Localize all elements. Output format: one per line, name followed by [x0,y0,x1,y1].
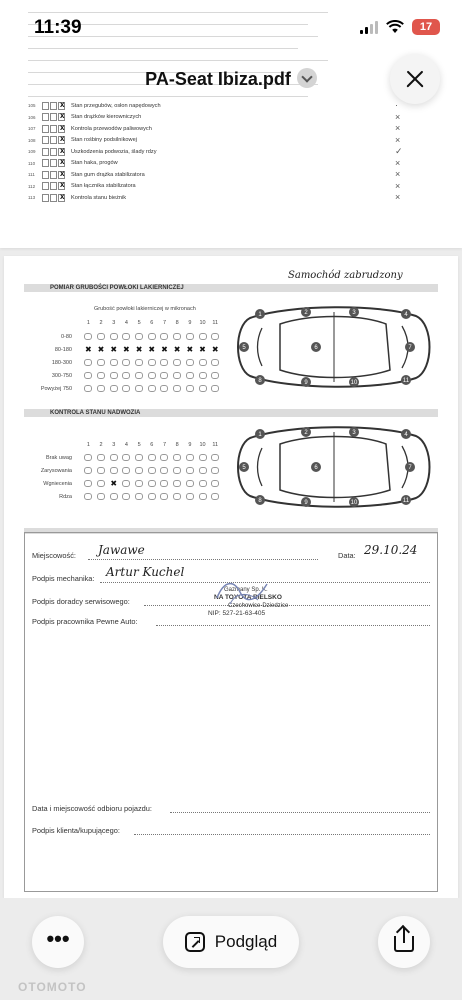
checklist-checkbox [58,171,65,179]
body-section-title: KONTROLA STANU NADWOZIA [24,409,438,417]
grid-row [82,466,222,475]
car-point-1 [255,309,265,319]
checklist-number: 112 [28,183,36,189]
empty-cell [145,453,158,462]
pickup-label: Data i miejscowość odbioru pojazdu: [32,804,152,813]
grid-row [82,345,222,354]
close-button[interactable] [390,54,440,104]
wifi-icon [386,20,404,34]
employee-label: Podpis pracownika Pewne Auto: [32,617,138,626]
grid-row-label: Rdza [59,494,72,500]
svg-text:2: 2 [304,310,308,317]
empty-cell [95,358,108,367]
svg-text:3: 3 [352,430,356,437]
column-number: 11 [212,320,219,326]
checklist-checkbox [42,113,49,121]
checklist-checkbox [42,159,49,167]
empty-cell [209,332,222,341]
svg-text:5: 5 [242,345,246,352]
grid-row-label: Wgniecenia [43,481,72,487]
empty-cell [158,466,171,475]
column-number: 5 [137,442,141,448]
empty-cell [82,492,95,501]
empty-cell [120,332,133,341]
empty-cell [95,466,108,475]
checklist-checkbox [50,148,57,156]
checklist-checkbox [50,182,57,190]
svg-text:8: 8 [258,378,262,385]
checklist-checkbox [58,159,65,167]
column-number: 7 [162,320,166,326]
car-point-10 [349,377,359,387]
svg-text:7: 7 [408,345,412,352]
empty-cell [107,332,120,341]
empty-cell [107,466,120,475]
empty-cell [171,384,184,393]
checklist-checkbox [42,148,49,156]
svg-text:9: 9 [304,500,308,507]
checklist-number: 105 [28,103,36,109]
svg-text:11: 11 [402,498,410,505]
svg-text:5: 5 [242,465,246,472]
more-options-button[interactable]: ••• [32,916,84,968]
empty-cell [196,384,209,393]
column-number: 1 [86,320,90,326]
empty-cell [158,453,171,462]
empty-cell [196,371,209,380]
checklist-label: Uszkodzenia podwozia, ślady rdzy [71,148,157,155]
empty-cell [120,453,133,462]
checklist-checkbox [42,171,49,179]
svg-text:8: 8 [258,498,262,505]
column-number: 6 [150,442,154,448]
checklist-number: 108 [28,137,36,143]
client-label: Podpis klienta/kupującego: [32,826,120,835]
empty-cell [95,371,108,380]
checklist-checkbox [50,136,57,144]
empty-cell [120,479,133,488]
marked-cell [196,345,209,354]
empty-cell [196,453,209,462]
car-point-6 [311,342,321,352]
empty-cell [120,358,133,367]
date-label: Data: [338,551,356,560]
empty-cell [133,384,146,393]
empty-cell [171,492,184,501]
svg-text:2: 2 [304,430,308,437]
grid-row-label: Zarysowania [40,468,72,474]
company-stamp [190,586,300,636]
checklist-number: 107 [28,126,36,132]
empty-cell [171,466,184,475]
document-header [0,56,462,102]
empty-cell [82,384,95,393]
empty-cell [158,492,171,501]
marked-cell [184,345,197,354]
empty-cell [196,358,209,367]
marked-cell [145,345,158,354]
car-point-5 [239,342,249,352]
client-line [134,834,430,835]
car-point-10 [349,497,359,507]
empty-cell [145,358,158,367]
column-number: 7 [162,442,166,448]
empty-cell [171,332,184,341]
svg-text:9: 9 [304,380,308,387]
checklist-row [28,181,288,193]
column-number: 10 [199,320,206,326]
car-point-8 [255,495,265,505]
empty-cell [209,384,222,393]
status-bar [0,0,462,56]
car-point-5 [239,462,249,472]
checklist-checkbox [58,182,65,190]
marked-cell [158,345,171,354]
grid-row-label: 0-80 [60,334,72,340]
watermark-logo: OTOMOTO [18,980,87,994]
svg-text:1: 1 [258,312,262,319]
empty-cell [158,371,171,380]
empty-cell [209,453,222,462]
checklist-checkbox [50,113,57,121]
checklist-row [28,135,288,147]
checklist-checkbox [50,171,57,179]
body-column-numbers [82,442,222,448]
checklist-checkbox [58,125,65,133]
car-point-3 [349,427,359,437]
empty-cell [107,371,120,380]
empty-cell [133,479,146,488]
paint-column-numbers [82,320,222,326]
empty-cell [184,453,197,462]
share-button[interactable] [378,916,430,968]
empty-cell [196,492,209,501]
chevron-down-icon [297,68,317,88]
column-number: 3 [112,320,116,326]
car-point-2 [301,307,311,317]
grid-row [82,453,222,462]
grid-row [82,492,222,501]
stamp-line-2: NA TOYOTA BIELSKO [214,594,282,601]
marked-cell [209,345,222,354]
checklist-checkbox [42,194,49,202]
preview-button[interactable] [163,916,299,968]
checklist-checkbox [58,148,65,156]
grid-row [82,384,222,393]
empty-cell [107,384,120,393]
empty-cell [145,332,158,341]
car-point-9 [301,497,311,507]
checklist-checkbox [58,136,65,144]
empty-cell [209,466,222,475]
stamp-signature-icon [212,578,272,608]
empty-cell [82,453,95,462]
checklist-marks: · × × × ✓ × × × × [395,100,403,202]
empty-cell [133,466,146,475]
column-number: 1 [86,442,90,448]
checklist-number: 106 [28,114,36,120]
column-number: 10 [199,442,206,448]
empty-cell [209,492,222,501]
marked-cell [133,345,146,354]
svg-text:6: 6 [314,465,318,472]
car-diagram-body [230,424,436,510]
date-value: 29.10.24 [364,543,418,557]
empty-cell [184,358,197,367]
marked-cell [95,345,108,354]
column-number: 2 [99,320,103,326]
checklist-number: 109 [28,149,36,155]
place-value: Jawawe [98,543,145,557]
column-number: 3 [112,442,116,448]
car-point-7 [405,462,415,472]
empty-cell [133,492,146,501]
column-number: 2 [99,442,103,448]
open-external-icon [185,932,205,952]
svg-text:1: 1 [258,432,262,439]
empty-cell [158,332,171,341]
handwritten-note: Samochód zabrudzony [288,270,403,281]
mechanic-label: Podpis mechanika: [32,574,95,583]
checklist-label: Stan gum drążka stabilizatora [71,171,145,178]
empty-cell [120,371,133,380]
place-line [88,559,318,560]
svg-text:4: 4 [404,432,408,439]
column-number: 9 [188,320,192,326]
checklist-row [28,158,288,170]
column-number: 6 [150,320,154,326]
checklist-row [28,112,288,124]
empty-cell [120,492,133,501]
car-point-11 [401,495,411,505]
empty-cell [145,492,158,501]
checklist-checkbox [42,125,49,133]
checklist-number: 113 [28,195,36,201]
car-point-2 [301,427,311,437]
column-number: 4 [124,442,128,448]
checklist-row [28,123,288,135]
empty-cell [95,479,108,488]
car-point-3 [349,307,359,317]
empty-cell [133,332,146,341]
empty-cell [171,371,184,380]
paint-section-title: POMIAR GRUBOŚCI POWŁOKI LAKIERNICZEJ [24,284,438,292]
checklist-row [28,192,288,204]
checklist-label: Kontrola stanu bieżnik [71,194,127,201]
empty-cell [209,371,222,380]
stamp-line-1: Gazmany Sp. K. [224,587,268,593]
checklist-checkbox [58,113,65,121]
empty-cell [209,358,222,367]
empty-cell [120,384,133,393]
svg-text:4: 4 [404,312,408,319]
marked-cell [107,345,120,354]
empty-cell [196,466,209,475]
empty-cell [184,492,197,501]
empty-cell [209,479,222,488]
checklist-checkbox [42,102,49,110]
checklist-number: 111 [28,172,35,178]
empty-cell [133,453,146,462]
svg-text:3: 3 [352,310,356,317]
empty-cell [95,492,108,501]
status-time: 11:39 [34,17,82,38]
checklist-checkbox [58,102,65,110]
checklist-row [28,146,288,158]
svg-text:11: 11 [402,378,410,385]
empty-cell [184,466,197,475]
battery-icon: 17 [412,19,440,35]
car-point-11 [401,375,411,385]
empty-cell [95,384,108,393]
car-point-8 [255,375,265,385]
empty-cell [196,332,209,341]
column-number: 11 [212,442,219,448]
status-icons [360,19,440,35]
bottom-toolbar [0,898,462,1000]
cellular-signal-icon [360,21,378,34]
place-label: Miejscowość: [32,551,76,560]
checklist-label: Stan przegubów, osłon napędowych [71,102,161,109]
empty-cell [82,371,95,380]
svg-text:10: 10 [350,380,358,387]
stamp-line-3: Czechowice-Dziedzice [228,603,289,609]
empty-cell [82,466,95,475]
checklist-number: 110 [28,160,36,166]
empty-cell [145,371,158,380]
marked-cell [82,345,95,354]
column-number: 8 [175,320,179,326]
grid-row-label: 300-750 [51,373,72,379]
column-number: 8 [175,442,179,448]
empty-cell [95,332,108,341]
empty-cell [120,466,133,475]
mechanic-signature: Artur Kuchel [106,565,185,579]
car-diagram-paint [230,304,436,390]
empty-cell [196,479,209,488]
empty-cell [158,479,171,488]
grid-row [82,479,222,488]
checklist [28,100,288,204]
grid-row-label: 180-300 [51,360,72,366]
checklist-label: Kontrola przewodów paliwowych [71,125,152,132]
grid-row-label: Brak uwag [46,455,72,461]
empty-cell [95,453,108,462]
checklist-label: Stan drążków kierowniczych [71,114,142,121]
preview-label: Podgląd [214,932,278,951]
checklist-checkbox [42,182,49,190]
empty-cell [184,384,197,393]
paint-section-subtitle: Grubość powłoki lakierniczej w mikronach [94,306,196,312]
checklist-label: Stan rośbiny podsilnikowej [71,137,137,144]
empty-cell [133,358,146,367]
grid-row [82,332,222,341]
marked-cell [107,479,120,488]
car-point-6 [311,462,321,472]
empty-cell [171,453,184,462]
checklist-checkbox [50,194,57,202]
car-point-1 [255,429,265,439]
checklist-checkbox [42,136,49,144]
checklist-checkbox [50,102,57,110]
empty-cell [171,358,184,367]
empty-cell [145,479,158,488]
empty-cell [82,479,95,488]
car-point-9 [301,377,311,387]
checklist-checkbox [58,194,65,202]
empty-cell [158,384,171,393]
empty-cell [184,479,197,488]
svg-text:10: 10 [350,500,358,507]
pdf-page-2 [4,256,458,898]
empty-cell [107,358,120,367]
empty-cell [82,332,95,341]
document-title: PA-Seat Ibiza.pdf [145,69,291,89]
pickup-line [170,812,430,813]
car-point-7 [405,342,415,352]
grid-row [82,371,222,380]
empty-cell [184,371,197,380]
empty-cell [184,332,197,341]
car-point-4 [401,429,411,439]
grid-row-label: 80-180 [54,347,72,353]
empty-cell [145,384,158,393]
empty-cell [82,358,95,367]
stamp-line-4: NIP: 527-21-63-405 [208,610,266,617]
grid-row [82,358,222,367]
grid-row-label: Powyżej 750 [40,386,72,392]
checklist-checkbox [50,159,57,167]
empty-cell [107,453,120,462]
checklist-label: Stan łącznika stabilizatora [71,183,136,190]
empty-cell [158,358,171,367]
advisor-label: Podpis doradcy serwisowego: [32,597,130,606]
checklist-checkbox [50,125,57,133]
column-number: 4 [124,320,128,326]
empty-cell [145,466,158,475]
empty-cell [107,492,120,501]
empty-cell [171,479,184,488]
marked-cell [171,345,184,354]
column-number: 5 [137,320,141,326]
empty-cell [133,371,146,380]
column-number: 9 [188,442,192,448]
svg-text:7: 7 [408,465,412,472]
svg-text:6: 6 [314,345,318,352]
car-point-4 [401,309,411,319]
checklist-label: Stan haka, progów [71,160,118,167]
checklist-row [28,169,288,181]
marked-cell [120,345,133,354]
